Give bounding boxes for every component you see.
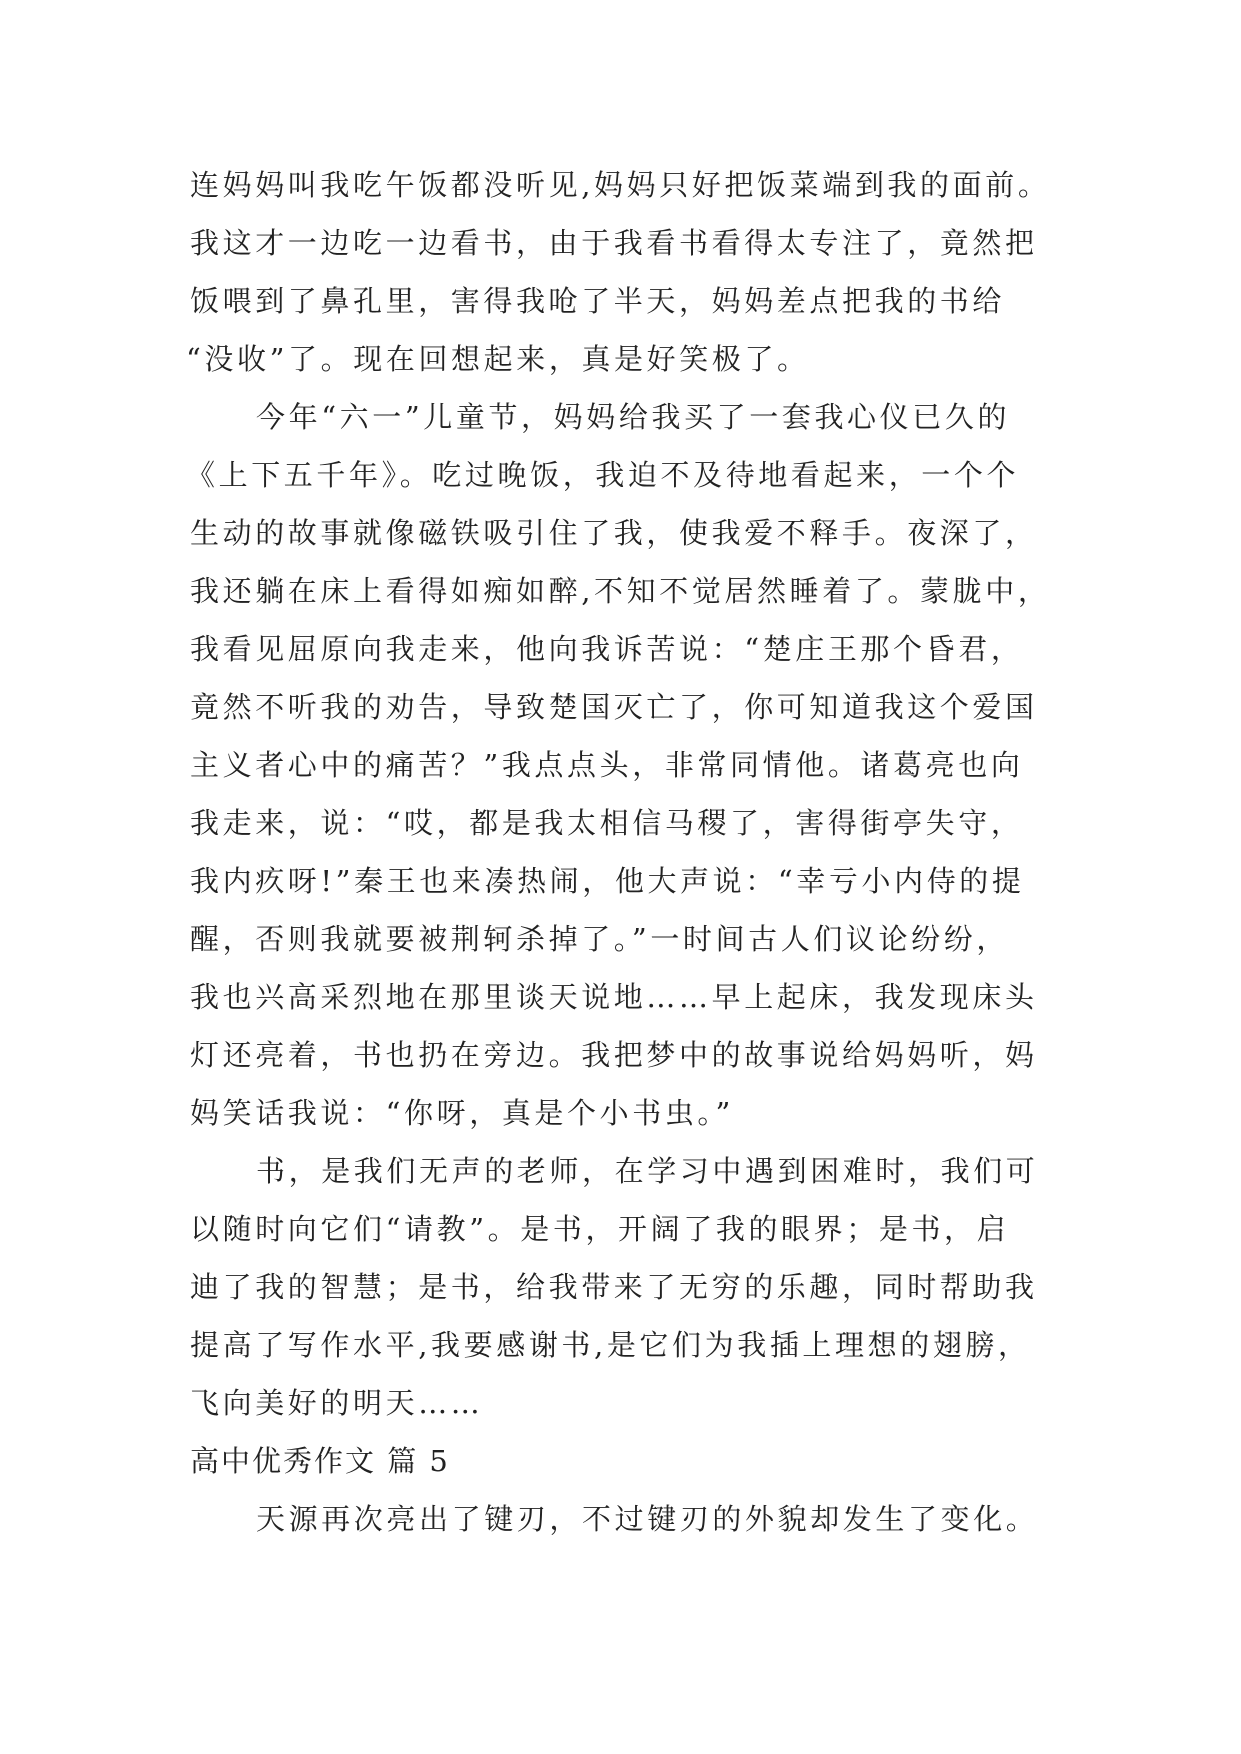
text-line: 我这才一边吃一边看书，由于我看书看得太专注了，竟然把 — [190, 226, 1038, 260]
text-line: 我走来，说：“哎，都是我太相信马稷了，害得街亭失守， — [190, 806, 1024, 840]
text-line: 我看见屈原向我走来，他向我诉苦说：“楚庄王那个昏君， — [190, 632, 1024, 666]
text-line: 迪了我的智慧；是书，给我带来了无穷的乐趣，同时帮助我 — [190, 1270, 1038, 1304]
paragraph — [190, 1490, 1190, 1548]
text-line: 书，是我们无声的老师，在学习中遇到困难时，我们可 — [256, 1154, 1039, 1188]
text-line: 天源再次亮出了键刃，不过键刃的外貌却发生了变化。 — [256, 1502, 1039, 1536]
text-line: “没收”了。现在回想起来，真是好笑极了。 — [186, 342, 810, 376]
text-line: 以随时向它们“请教”。是书，开阔了我的眼界；是书，启 — [190, 1212, 1010, 1246]
text-line: 连妈妈叫我吃午饭都没听见,妈妈只好把饭菜端到我的面前。 — [190, 168, 1051, 202]
text-line: 《上下五千年》。吃过晚饭，我迫不及待地看起来，一个个 — [186, 458, 1020, 492]
text-line: 竟然不听我的劝告，导致楚国灭亡了，你可知道我这个爱国 — [190, 690, 1038, 724]
text-line: 饭喂到了鼻孔里，害得我呛了半天，妈妈差点把我的书给 — [190, 284, 1006, 318]
text-line: 我还躺在床上看得如痴如醉,不知不觉居然睡着了。蒙胧中， — [190, 574, 1051, 608]
text-line: 我内疚呀!”秦王也来凑热闹，他大声说：“幸亏小内侍的提 — [190, 864, 1025, 898]
text-line: 飞向美好的明天…… — [190, 1386, 484, 1420]
text-line: 灯还亮着，书也扔在旁边。我把梦中的故事说给妈妈听，妈 — [190, 1038, 1038, 1072]
paragraph — [186, 388, 1190, 1142]
essay-heading: 高中优秀作文 篇 5 — [190, 1444, 450, 1478]
text-line: 生动的故事就像磁铁吸引住了我，使我爱不释手。夜深了， — [190, 516, 1038, 550]
text-line: 妈笑话我说：“你呀，真是个小书虫。” — [190, 1096, 734, 1130]
essay-text — [186, 156, 1190, 1548]
text-line: 主义者心中的痛苦？”我点点头，非常同情他。诸葛亮也向 — [190, 748, 1024, 782]
paragraph — [186, 156, 1190, 388]
text-line: 醒，否则我就要被荆轲杀掉了。”一时间古人们议论纷纷， — [190, 922, 1009, 956]
text-line: 今年“六一”儿童节，妈妈给我买了一套我心仪已久的 — [256, 400, 1011, 434]
paragraph — [190, 1142, 1190, 1432]
text-line: 我也兴高采烈地在那里谈天说地……早上起床，我发现床头 — [190, 980, 1038, 1014]
text-line: 提高了写作水平,我要感谢书,是它们为我插上理想的翅膀， — [190, 1328, 1031, 1362]
